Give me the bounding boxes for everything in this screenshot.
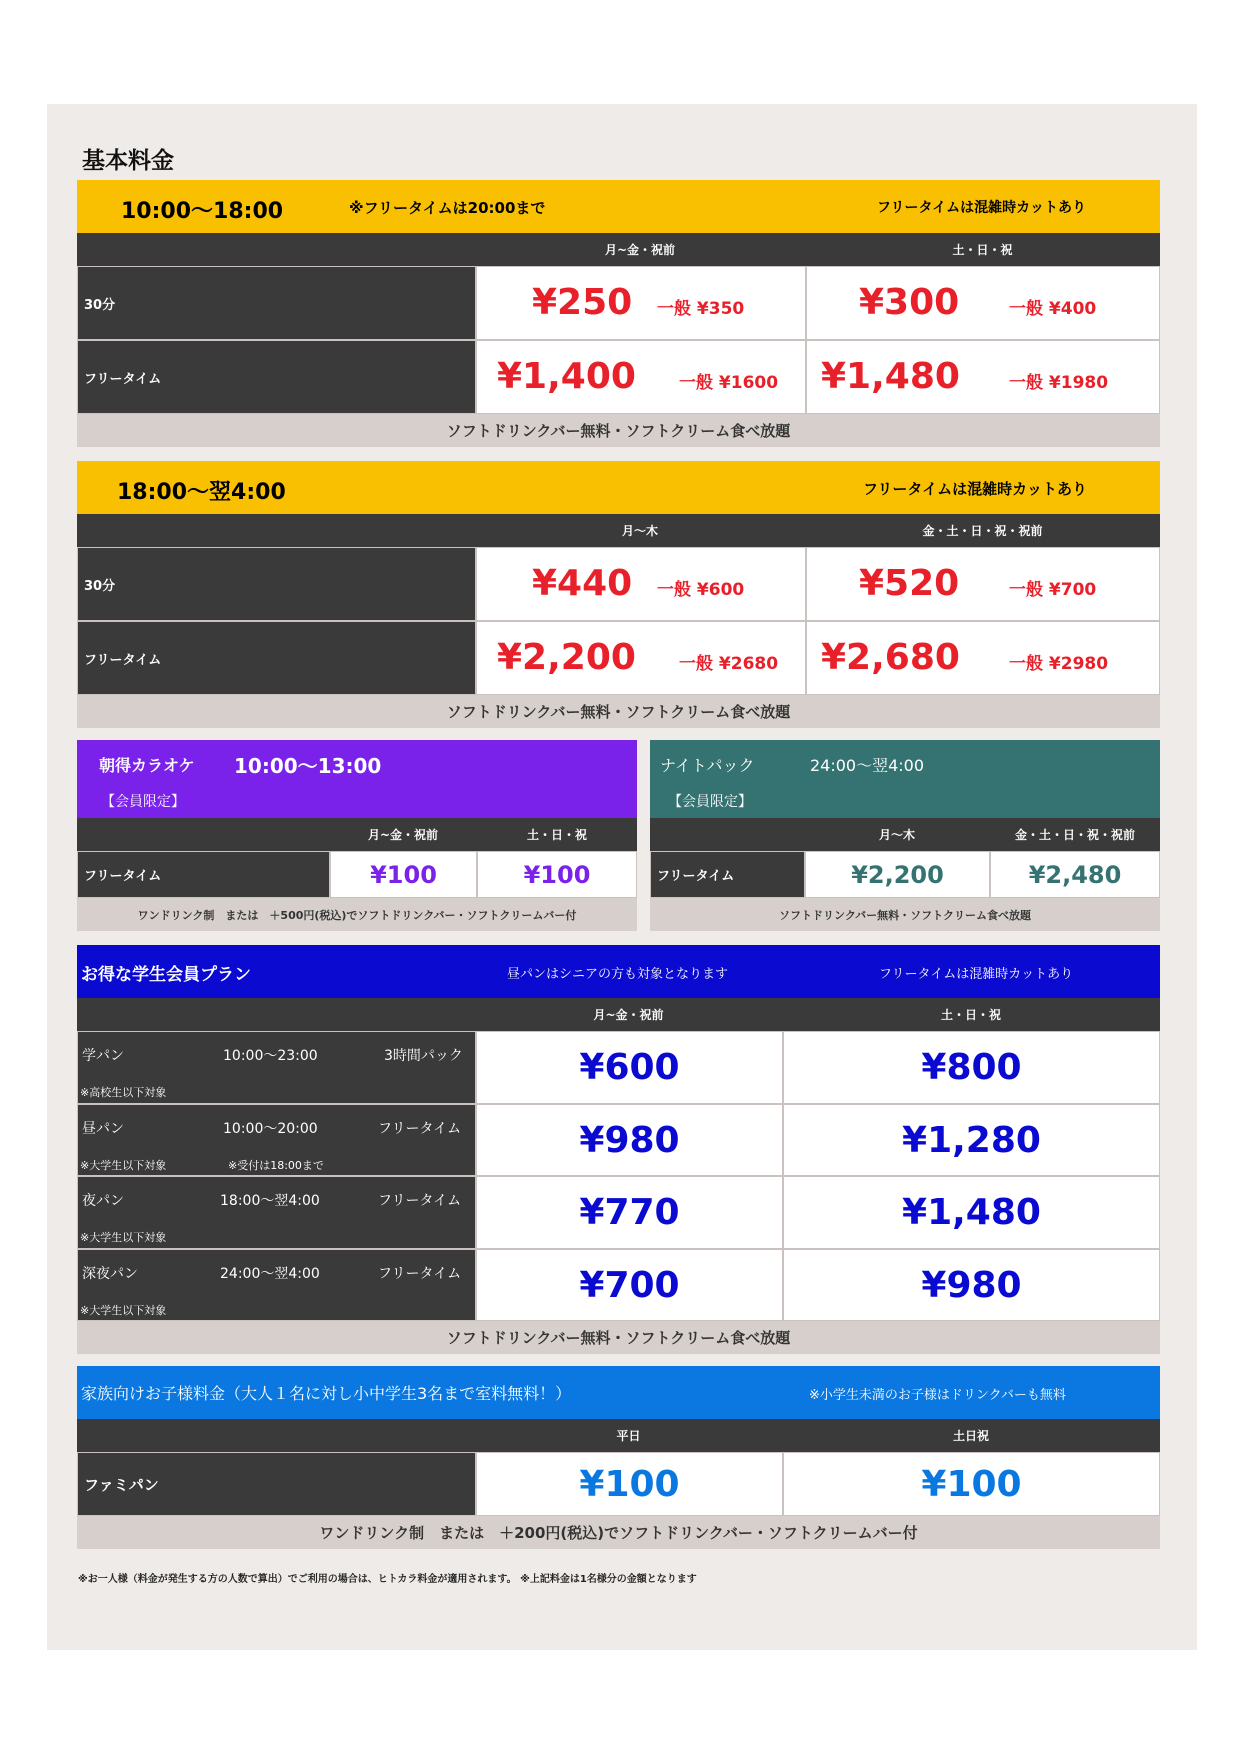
student-row-2-price2: ¥1,480 [783, 1176, 1160, 1249]
student-row-type: 3時間パック [384, 1048, 463, 1064]
nightpack-name: ナイトパック [660, 756, 755, 775]
student-header [77, 945, 1160, 998]
night-row1-label: 30分 [77, 547, 476, 621]
day-freetime-note: ※フリータイムは20:00まで [349, 199, 546, 217]
day-row1-general1: 一般 ¥350 [657, 299, 745, 319]
night-row2-col1 [476, 621, 806, 695]
student-col1: 月~金・祝前 [593, 1008, 664, 1022]
nightpack-col1: 月～木 [878, 828, 915, 842]
night-row1-price2: ¥520 [859, 563, 960, 604]
day-cut-note: フリータイムは混雑時カットあり [877, 200, 1087, 216]
nightpack-price1: ¥2,200 [805, 851, 990, 898]
day-row2-col2 [806, 340, 1160, 414]
student-row-2-price1: ¥770 [476, 1176, 783, 1249]
nightpack-label: フリータイム [650, 851, 805, 898]
nightpack-member: 【会員限定】 [668, 794, 752, 810]
student-row-sub: ※大学生以下対象 [80, 1231, 167, 1244]
day-row2-price1: ¥1,400 [497, 356, 636, 397]
family-note: ※小学生未満のお子様はドリンクバーも無料 [809, 1388, 1066, 1403]
day-footer: ソフトドリンクバー無料・ソフトクリーム食べ放題 [77, 414, 1160, 447]
night-row2-general2: 一般 ¥2980 [1009, 654, 1109, 674]
family-col2: 土日祝 [952, 1429, 989, 1443]
student-row-name: 学パン [82, 1048, 124, 1064]
night-row1-col2 [806, 547, 1160, 621]
night-row2-col2 [806, 621, 1160, 695]
day-row1-col1 [476, 266, 806, 340]
student-row-3 [77, 1249, 476, 1321]
morning-col1: 月~金・祝前 [367, 828, 439, 842]
student-row-name: 深夜パン [82, 1266, 138, 1282]
night-col1: 月～木 [621, 524, 658, 538]
student-row-0-price2: ¥800 [783, 1031, 1160, 1104]
family-col1: 平日 [616, 1429, 641, 1443]
student-row-time: 10:00～20:00 [223, 1121, 318, 1137]
family-subheader [77, 1419, 1160, 1452]
student-row-time: 10:00～23:00 [223, 1048, 318, 1064]
morning-price2: ¥100 [477, 851, 637, 898]
student-row-sub: ※高校生以下対象 [80, 1086, 167, 1099]
student-row-type: フリータイム [378, 1121, 462, 1137]
day-row1-label: 30分 [77, 266, 476, 340]
day-row2-price2: ¥1,480 [821, 356, 960, 397]
day-row2-label: フリータイム [77, 340, 476, 414]
day-subheader [77, 233, 1160, 266]
student-footer: ソフトドリンクバー無料・ソフトクリーム食べ放題 [77, 1321, 1160, 1354]
night-time: 18:00～翌4:00 [117, 480, 286, 505]
day-row1-price1: ¥250 [532, 282, 633, 323]
student-col2: 土・日・祝 [940, 1008, 1001, 1022]
morning-price1: ¥100 [330, 851, 477, 898]
family-title: 家族向けお子様料金（大人１名に対し小中学生3名まで室料無料！） [81, 1384, 572, 1403]
student-row-time: 24:00～翌4:00 [220, 1266, 320, 1282]
student-note1: 昼パンはシニアの方も対象となります [507, 967, 729, 982]
family-price2: ¥100 [783, 1452, 1160, 1516]
night-row2-price1: ¥2,200 [497, 637, 636, 678]
student-row-3-price1: ¥700 [476, 1249, 783, 1321]
student-row-sub: ※大学生以下対象 [80, 1304, 167, 1317]
morning-footer: ワンドリンク制 または ＋500円(税込)でソフトドリンクバー・ソフトクリームバー付 [77, 898, 637, 931]
day-row1-col2 [806, 266, 1160, 340]
morning-name: 朝得カラオケ [99, 756, 195, 775]
night-row2-price2: ¥2,680 [821, 637, 960, 678]
student-subheader [77, 998, 1160, 1031]
morning-member: 【会員限定】 [101, 794, 185, 810]
nightpack-footer: ソフトドリンクバー無料・ソフトクリーム食べ放題 [650, 898, 1160, 931]
night-row1-general1: 一般 ¥600 [657, 580, 745, 600]
day-row1-general2: 一般 ¥400 [1009, 299, 1097, 319]
page-title: 基本料金 [82, 148, 174, 174]
student-row-0 [77, 1031, 476, 1104]
morning-header [77, 740, 637, 818]
student-row-1 [77, 1104, 476, 1176]
day-time: 10:00～18:00 [121, 199, 284, 224]
morning-label: フリータイム [77, 851, 330, 898]
student-row-time: 18:00～翌4:00 [220, 1193, 320, 1209]
night-row1-general2: 一般 ¥700 [1009, 580, 1097, 600]
nightpack-subheader [650, 818, 1160, 851]
student-row-type: フリータイム [378, 1193, 462, 1209]
student-note2: フリータイムは混雑時カットあり [879, 967, 1074, 982]
day-header [77, 180, 1160, 233]
night-header [77, 461, 1160, 514]
morning-subheader [77, 818, 637, 851]
bottom-note: ※お一人様（料金が発生する方の人数で算出）でご利用の場合は、ヒトカラ料金が適用されます。 ※上記料金は1名様分の金額となります [78, 1574, 697, 1585]
student-row-name: 昼パン [82, 1121, 124, 1137]
night-row2-label: フリータイム [77, 621, 476, 695]
day-col1: 月~金・祝前 [604, 243, 676, 257]
student-row-0-price1: ¥600 [476, 1031, 783, 1104]
day-row2-general2: 一般 ¥1980 [1009, 373, 1109, 393]
night-row1-col1 [476, 547, 806, 621]
family-price1: ¥100 [476, 1452, 783, 1516]
night-col2: 金・土・日・祝・祝前 [922, 524, 1043, 538]
day-col2: 土・日・祝 [952, 243, 1013, 257]
student-row-sub2: ※受付は18:00まで [228, 1159, 324, 1172]
family-label: ファミパン [77, 1452, 476, 1516]
day-row2-general1: 一般 ¥1600 [679, 373, 779, 393]
night-footer: ソフトドリンクバー無料・ソフトクリーム食べ放題 [77, 695, 1160, 728]
nightpack-header [650, 740, 1160, 818]
day-row1-price2: ¥300 [859, 282, 960, 323]
morning-time: 10:00～13:00 [234, 754, 382, 778]
student-row-sub: ※大学生以下対象 [80, 1159, 167, 1172]
night-row1-price1: ¥440 [532, 563, 633, 604]
student-row-2 [77, 1176, 476, 1249]
nightpack-time: 24:00～翌4:00 [810, 756, 925, 775]
family-footer: ワンドリンク制 または ＋200円(税込)でソフトドリンクバー・ソフトクリームバー付 [77, 1516, 1160, 1549]
night-cut-note: フリータイムは混雑時カットあり [863, 480, 1087, 498]
nightpack-col2: 金・土・日・祝・祝前 [1014, 828, 1135, 842]
nightpack-price2: ¥2,480 [990, 851, 1160, 898]
student-row-type: フリータイム [378, 1266, 462, 1282]
student-row-1-price2: ¥1,280 [783, 1104, 1160, 1176]
morning-col2: 土・日・祝 [526, 828, 587, 842]
student-row-name: 夜パン [82, 1193, 124, 1209]
student-row-3-price2: ¥980 [783, 1249, 1160, 1321]
night-subheader [77, 514, 1160, 547]
student-title: お得な学生会員プラン [81, 965, 251, 985]
student-row-1-price1: ¥980 [476, 1104, 783, 1176]
day-row2-col1 [476, 340, 806, 414]
night-row2-general1: 一般 ¥2680 [679, 654, 779, 674]
family-header [77, 1366, 1160, 1419]
